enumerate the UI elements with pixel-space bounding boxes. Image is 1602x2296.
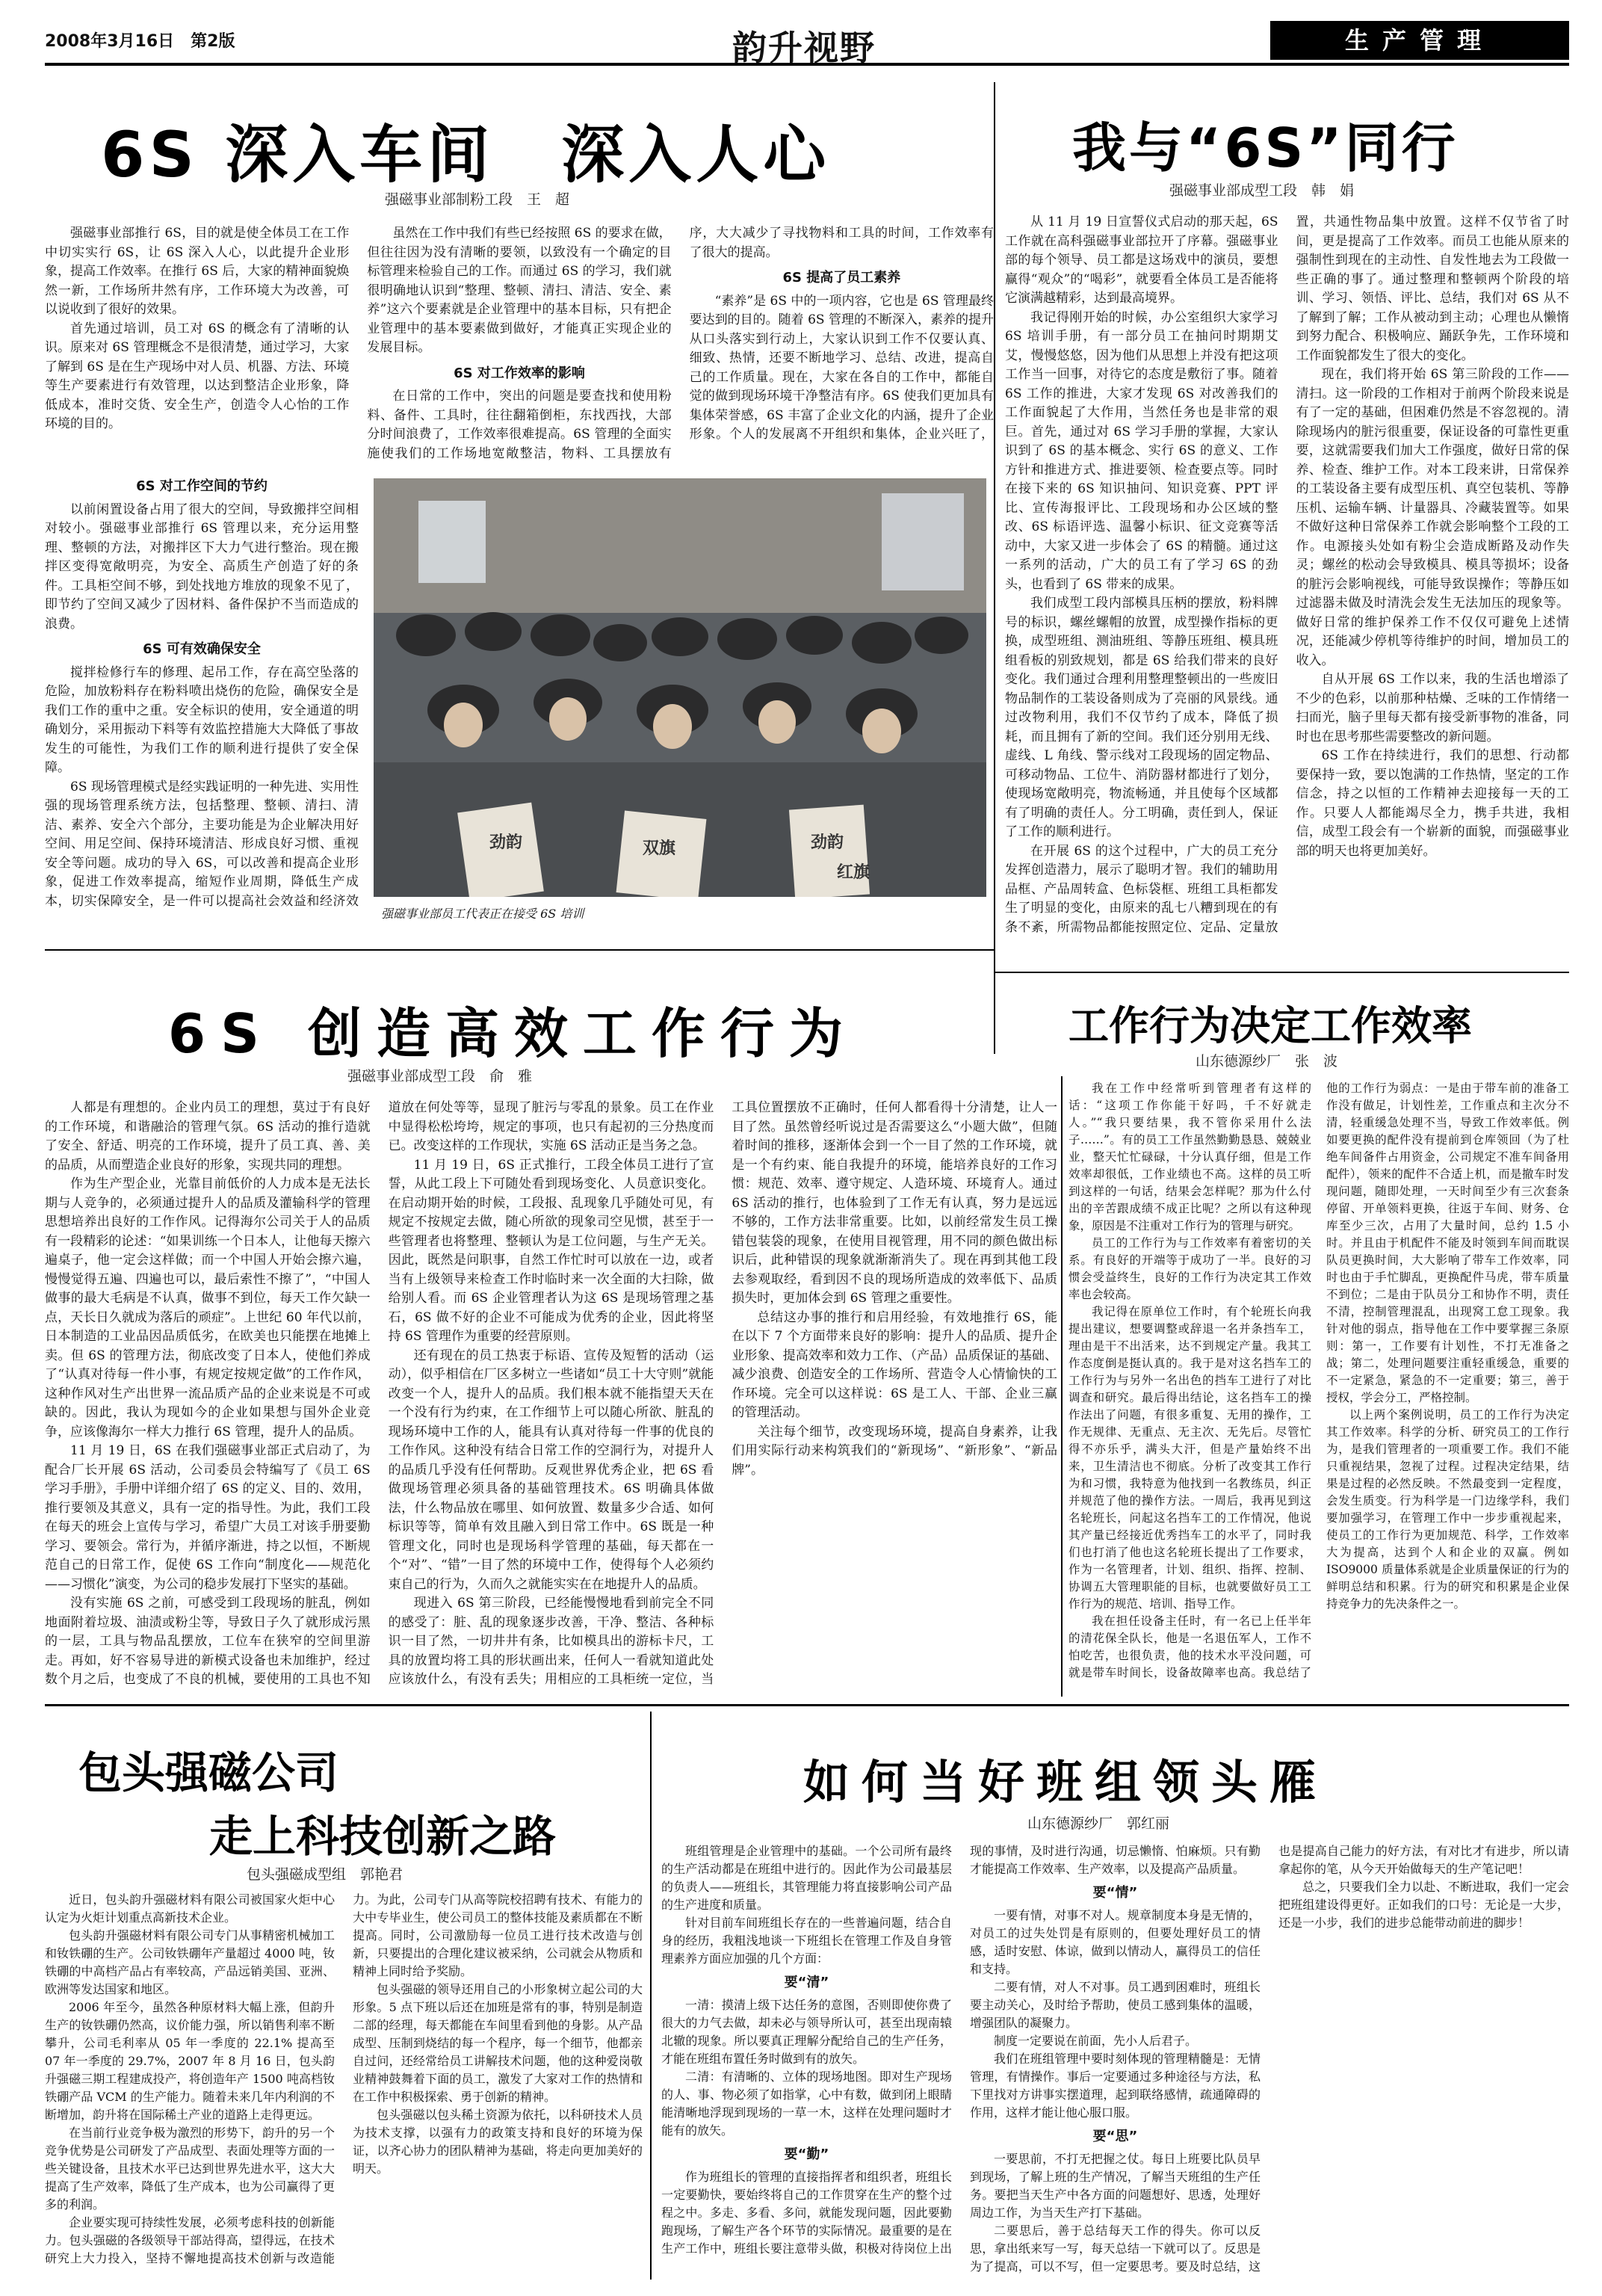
newspaper-title: 韵升视野	[732, 28, 876, 68]
subheading: 6S 对工作空间的节约	[136, 478, 267, 494]
photo-caption: 强磁事业部员工代表正在接受 6S 培训	[381, 907, 584, 921]
paragraph: 一清：摸清上级下达任务的意图，否则即使你费了很大的力气去做，却未必与领导所认可，甚至出现南辕北辙的现象。所以要真正理解分配给自己的生产任务，才能在班组布置任务时做到有的放矢。	[661, 1998, 952, 2066]
paragraph: 在开展 6S 的这个过程中，广大的员工充分发挥创造潜力，展示了聪明才智。我们的辅助用品框、产品周转盒、色标袋框、班组工具柜都发生了明显的变化，由原来的乱七八糟到现在的有条不紊，所需物品都能按照定位、定品、定量放置，共通性物品集中放置。这样不仅节省了时间，更是提高了工作效率。而员工也能从原来的强制性到现在的主动性、自发性地去为工段做一些正确的事了。通过整理和整顿两个阶段的培训、学习、领悟、评比、总结，我们对 6S 从不了解到了解；工作从被动到主动；心理也从懒惰到努力配合、积极响应、踊跃争先，工作环境和工作面貌都发生了很大的变化。	[1005, 215, 1569, 935]
paragraph: 总结这办事的推行和启用经验，有效地推行 6S，能在以下 7 个方面带来良好的影响：提升人的品质、提升企业形象、提高效率和效力工作、（产品）品质保证的基础、减少浪费、创造安全的工作场所、营造令人心情愉快的工作环境。完全可以这样说：6S 是工人、干部、企业三赢的管理活动。	[732, 1309, 1057, 1420]
paragraph: 人都是有理想的。企业内员工的理想，莫过于有良好的工作环境，和谐融洽的管理气氛。6S 活动的推行造就了安全、舒适、明亮的工作环境，提升了员工真、善、美的品质，从而塑造企业良好的形象，实现共同的理想。	[45, 1100, 371, 1173]
article-headline-line2: 走上科技创新之路	[209, 1811, 557, 1862]
article-byline: 强磁事业部制粉工段 王 超	[385, 191, 570, 208]
paragraph: 搅拌检修行车的修理、起吊工作，存在高空坠落的危险，加放粉料存在粉料喷出烧伤的危险，确保安全是我们工作的重中之重。安全标识的使用，安全通道的明确划分，采用振动下料等有效监控措施大大降低了事故发生的可能性，为我们工作的顺利进行提供了安全保障。	[45, 664, 359, 775]
paragraph: 包头强磁的领导还用自己的小形象树立起公司的大形象。5 点下班以后还在加班是常有的事，特别是制造二部的经理，每天都能在车间里看到他的身影。从产品成型、压制到烧结的每一个程序，每一个细节，他都亲自过问，还经常给员工讲解技术问题，他的这种爱岗敬业精神鼓舞着下面的员工，激发了大家对工作的热情和在工作中积极探索、勇于创新的精神。	[353, 1982, 643, 2104]
article-baotou-innovation	[45, 1715, 643, 2283]
paragraph: 作为生产型企业，光靠目前低价的人力成本是无法长期与人竞争的，必须通过提升人的品质及灌输科学的管理思想培养出良好的工作作风。记得海尔公司关于人的品质有一段精彩的论述：“如果训练一个日本人，让他每天擦六遍桌子，他一定会这样做；而一个中国人开始会擦六遍，慢慢觉得五遍、四遍也可以，最后索性不擦了”，“中国人做事的最大毛病是不认真，做事不到位，每天工作欠缺一点，天长日久就成为落后的顽症”。上世纪 60 年代以前，日本制造的工业品因品质低劣，在欧美也只能摆在地摊上卖。但 6S 的管理方法，彻底改变了日本人，使他们养成了“认真对待每一件小事，有规定按规定做”的工作作风，这种作风对生产出世界一流品质产品的企业来说是不可或缺的。因此，我认为现如今的企业如果想与国外企业竞争，应该像海尔一样大力推行 6S 管理，提升人的品质。	[45, 1176, 371, 1439]
subheading: 要“情”	[1092, 1885, 1138, 1901]
paragraph: 现进入 6S 第三阶段，已经能慢慢地看到前完全不同的感受了：脏、乱的现象逐步改善，干净、整洁、各种标识一目了然，一切井井有条，比如模具出的游标卡尺，工具的放置均将工具的形状画出来，任何人一看就知道此处应该放什么，有没有丢失；用相应的工具柜统一定位，当工具位置摆放不正确时，任何人都看得十分清楚，让人一目了然。虽然曾经听说过是否需要这么“小题大做”，但随着时间的推移，逐渐体会到一个一目了然的工作环境，就是一个有约束、能自我提升的环境，能培养良好的工作习惯：规范、效率、遵守规定、人造环境、环境育人。通过 6S 活动的推行，也体验到了工作无有认真，努力是远远不够的，工作方法非常重要。比如，以前经常发生员工操错包装袋的现象，在使用目视管理，用不同的颜色做出标识后，此种错误的现象就渐渐消失了。现在再到其他工段去参观取经，看到因不良的现场所造成的效率低下、品质损失时，更加体会到 6S 管理之重要性。	[388, 1100, 1057, 1687]
paragraph: 二要有情，对人不对事。员工遇到困难时，班组长要主动关心，及时给予帮助，使员工感到集体的温暖，增强团队的凝聚力。	[970, 1980, 1261, 2030]
vertical-divider-bottom	[650, 1712, 652, 2280]
article-body	[45, 1891, 643, 2280]
article-behavior-decides-efficiency	[1068, 979, 1569, 1700]
article-body	[45, 224, 994, 471]
article-headline: 如何当好班组领头雁	[803, 1755, 1329, 1809]
article-6s-efficient-behavior	[45, 960, 1057, 1700]
paragraph: 强磁事业部推行 6S，目的就是使全体员工在工作中切实实行 6S，让 6S 深入人心，以此提升企业形象，提高工作效率。在推行 6S 后，大家的精神面貌焕然一新，工作场所井然有序，工作环境大为改善，可以说收到了很好的效果。	[45, 226, 350, 317]
paragraph: 首先通过培训，员工对 6S 的概念有了清晰的认识。原来对 6S 管理概念不是很清楚，通过学习，大家了解到 6S 是在生产现场中对人员、机器、方法、环境等生产要素进行有效管理，以达到整洁企业形象，降低成本，准时交货、安全生产，创造令人心怡的工作环境的目的。	[45, 321, 350, 431]
paragraph: 以前闲置设备占用了很大的空间，导致搬拌空间相对较小。强磁事业部推行 6S 管理以来，充分运用整理、整顿的方法，对搬拌区下大力气进行整治。现在搬拌区变得宽敞明亮，为安全、高质生产创造了好的条件。工具柜空间不够，到处找地方堆放的现象不见了，即节约了空间又减少了因材料、备件保护不当而造成的浪费。	[45, 502, 359, 632]
article-6s-deep-workshop	[45, 82, 994, 949]
paragraph: “素养”是 6S 中的一项内容，它也是 6S 管理最终要达到的目的。随着 6S 管理的不断深入，素养的提升从口头落实到行动上，大家认识到工作不仅要认真、细致、热情，还要不断地学习、总结、改进，提高自己的工作质量。现在，大家在各自的工作中，都能自觉的做到现场环境干净整洁有序。6S 使我们更加具有集体荣誉感，6S 丰富了企业文化的内涵，提升了企业形象。个人的发展离不开组织和集体，企业兴旺了，	[689, 293, 994, 442]
article-body-continued	[45, 471, 359, 934]
horizontal-divider-1	[45, 949, 994, 951]
article-body	[1005, 213, 1569, 953]
masthead	[45, 21, 1569, 66]
paragraph: 我在担任设备主任时，有一名已上任半年的清花保全队长，他是一名退伍军人，工作不怕吃苦，也很负责，他的技术水平没问题，可就是带车时间长，设备故障率也高。我总结了他的工作行为弱点：一是由于带车前的准备工作没有做足，计划性差，工作重点和主次分不清，轻重缓急处理不当，导致工作效率低。例如要更换的配件没有提前到仓库领回（为了杜绝车间备件占用资金，公司规定不准车间备用配件），领来的配件不合适上机，而是撤车时发现问题，随即处理，一天时间至少有三次套条停留、开单领料更换，往返于车间、财务、仓库至少三次，占用了大量时间，总约 1.5 小时。并且由于机配件不能及时领到车间而耽误队员更换时间，大大影响了带车工作效率，同时也由于手忙脚乱，更换配件马虎，带车质量不到位；二是由于队员分工和协作不明，责任不清，控制管理混乱，出现窝工怠工现象。我针对他的弱点，指导他在工作中要掌握三条原则：第一，工作要有计划性，不打无准备之战；第二，处理问题要注重轻重缓急，重要的不一定紧急，紧急的不一定重要；第三，善于授权，学会分工，严格控制。	[1068, 1081, 1569, 1679]
paragraph: 在当前行业竞争极为激烈的形势下，韵升的另一个竞争优势是公司研发了产品成型、表面处理等方面的一些关键设备，且技术水平已达到世界先进水平，这大大提高了生产效率，降低了生产成本，也为公司赢得了更多的利润。	[45, 2126, 335, 2212]
paragraph: 我在工作中经常听到管理者有这样的话：“这项工作你能干好吗，千不好就走人。”“我只要结果，我不管你采用什么法子……”。有的员工工作虽然勤勤恳恳、兢兢业业，整天忙忙碌碌，十分认真仔细，但是工作效率却很低，工作业绩也不高。这样的员工听到这样的一句话，结果会怎样呢？那为什么付出的辛苦跟成绩不成正比呢？之所以有这种现象，原因是不注重对工作行为的管理与研究。	[1068, 1081, 1311, 1232]
article-team-leader	[661, 1715, 1569, 2283]
paragraph: 二清：有清晰的、立体的现场地图。即对生产现场的人、事、物必须了如指掌，心中有数，做到闭上眼睛能清晰地浮现到现场的一草一木，这样在处理问题时才能有的放矢。	[661, 2070, 952, 2138]
paragraph: 班组管理是企业管理中的基础。一个公司所有最终的生产活动都是在班组中进行的。因此作为公司最基层的负责人——班组长，其管理能力将直接影响公司产品的生产进度和质量。	[661, 1844, 952, 1912]
article-me-and-6s	[1005, 82, 1569, 964]
article-byline: 山东德源纱厂 张 波	[1196, 1053, 1338, 1070]
paragraph: 制度一定要说在前面，先小人后君子。	[994, 2034, 1198, 2048]
paragraph: 二要思后，善于总结每天工作的得失。你可以反思，拿出纸来写一写，每天总结一下就可以了。反思是为了提高，可以不写，但一定要思考。要及时总结，这也是提高自己能力的好方法，有对比才有进步，所以请拿起你的笔，从今天开始做每天的生产笔记吧！	[970, 1844, 1569, 2274]
article-body	[45, 1099, 1057, 1697]
paragraph: 虽然在工作中我们有些已经按照 6S 的要求在做，但往往因为没有清晰的要领，以致没有一个确定的目标管理来检验自己的工作。而通过 6S 的学习，我们就很明确地认识到“整理、整顿、清扫、清洁、安全、素养”这六个要素就是企业管理中的基本目标，只有把企业管理中的基本要素做到做好，才能真正实现企业的发展目标。	[367, 226, 672, 355]
paragraph: 11 月 19 日，6S 正式推行，工段全体员工进行了宣誓，从此工段上下可随处看到现场变化、人员意识变化。在启动期开始的时候，工段报、乱现象几乎随处可见，有规定不按规定去做，随心所欲的现象司空见惯，甚至于一些管理者也将整理、整顿认为是工位问题，与生产无关。因此，既然是问职事，自然工作忙时可以放在一边，或者当有上级领导来检查工作时临时来一次全面的大扫除，做给别人看。而 6S 企业管理者认为这 6S 是现场管理之基石，6S 做不好的企业不可能成为优秀的企业，因此将坚持 6S 管理作为重要的经营原则。	[388, 1157, 714, 1344]
paragraph: 针对目前车间班组长存在的一些普遍问题，结合自身的经历，我粗浅地谈一下班组长在管理工作及自身管理素养方面应加强的几个方面：	[661, 1916, 952, 1966]
vertical-divider-mid	[1061, 1076, 1063, 1697]
paragraph: 在日常的工作中，突出的问题是要查找和使用粉料、备件、工具时，往往翻箱倒柜，东找西找，大部分时间浪费了，工作效率很难提高。6S 管理的全面实施使我们的工作场地宽敞整洁，物料、工具摆放有序，大大减少了寻找物料和工具的时间，工作效率有了很大的提高。	[367, 226, 994, 461]
paragraph: 从 11 月 19 日宣誓仪式启动的那天起，6S 工作就在高科强磁事业部拉开了序幕。强磁事业部的每个领导、员工都是这场戏中的演员，要想赢得“观众”的“喝彩”，就要看全体员工是否能将它演满越精彩，达到最高境界。	[1005, 215, 1278, 306]
article-byline: 强磁事业部成型工段 韩 娟	[1169, 182, 1355, 199]
article-headline: 6S 深入车间 深入人心	[101, 118, 831, 191]
subheading: 要“勤”	[784, 2147, 829, 2162]
article-byline: 包头强磁成型组 郭艳君	[247, 1866, 403, 1883]
horizontal-divider-3	[45, 1704, 1569, 1706]
paragraph: 还有现在的员工热衷于标语、宣传及短暂的活动（运动），似乎相信在厂区多树立一些诸如“员工十大守则”就能改变一个人，提升人的品质。我们根本就不能指望天天在一个没有行为约束，在工作细节上可以随心所欲、脏乱的现场环境中工作的人，能具有认真对待每一件事的优良的工作作风。这种没有结合日常工作的空洞行为，对提升人的品质几乎没有任何帮助。反观世界优秀企业，把 6S 看做现场管理必须具备的基础管理技术。6S 明确具体做法，什么物品放在哪里、如何放置、数量多少合适、如何标识等等，简单有效且融入到日常工作中。6S 既是一种管理文化，同时也是现场科学管理的基础，每天都在一个“对”、“错”一目了然的环境中工作，使得每个人必须约束自己的行为，久而久之就能实实在在地提升人的品质。	[388, 1348, 714, 1592]
paragraph: 包头强磁以包头稀土资源为依托，以科研技术人员为技术支撑，以强有力的政策支持和良好的环境为保证，以齐心协力的团队精神为基础，将走向更加美好的明天。	[353, 2108, 643, 2176]
subheading: 6S 对工作效率的影响	[454, 365, 585, 381]
banner-text-2: 双旗	[643, 839, 676, 858]
article-headline: 我与“6S”同行	[1072, 117, 1459, 179]
subheading: 6S 提高了员工素养	[782, 270, 901, 286]
issue-date: 2008年3月16日 第2版	[45, 32, 235, 51]
subheading: 要“思”	[1092, 2129, 1138, 2144]
paragraph: 以上两个案例说明，员工的工作行为决定其工作效率。科学的分析、研究员工的工作行为，是我们管理者的一项重要工作。我们不能只重视结果，忽视了过程。过程决定结果，结果是过程的必然反映。不然最变到一定程度，会发生质变。行为科学是一门边缘学科，我们要加强学习，在管理工作中一步步重视起来，使员工的工作行为更加规范、科学，工作效率大为提高，达到个人和企业的双赢。例如 ISO9000 质量体系就是企业质量保证的行为的鲜明总结和积累。行为的研究和积累是企业保持竞争力的先决条件之一。	[1326, 1408, 1569, 1611]
paragraph: 我们成型工段内部模具压柄的摆放，粉料牌号的标识，螺丝螺帽的放置，成型操作指标的更换，成型班组、测油班组、等静压班组、模具班组看板的别致规划，都是 6S 给我们带来的良好变化。我们通过合理利用整理整顿出的一些废旧物品制作的工装设备则成为了亮丽的风景线。通过改物利用，我们不仅节约了成本，降低了损耗，而且拥有了新的空间。我们还分别用无线、虚线、L 角线、警示线对工段现场的固定物品、可移动物品、工位牛、消防器材都进行了划分，使现场宽敞明亮，物流畅通，并且使每个区域都有了明确的责任人。分工明确，责任到人，保证了工作的顺利进行。	[1005, 596, 1278, 839]
training-photo-image	[374, 478, 986, 897]
article-headline-line1: 包头强磁公司	[78, 1747, 339, 1798]
paragraph: 我们在班组管理中要时刻体现的管理精髓是：无情管理，有情操作。事后一定要通过多种途径与方法，私下里找对方讲事实摆道理，起到联络感情，疏通障碍的作用，这样才能让他心服口服。	[970, 2052, 1261, 2120]
paragraph: 我记得在原单位工作时，有个轮班长向我提出建议，想要调整或辞退一名并条挡车工，理由是干不出活来，达不到规定产量。我其工作态度倒是挺认真的。我于是对这名挡车工的工作行为与另外一名出色的挡车工进行了对比调查和研究。最后得出结论，这名挡车工的操作法出了问题，有很多重复、无用的操作，工作无规律、无重点、无主次、无先后。尽管忙得不亦乐乎，满头大汗，但是产量始终不出来，卫生清洁也不彻底。分析了改变其工作行为和习惯，我特意为他找到一名教练员，纠正并规范了他的操作方法。一周后，我再见到这名轮班长，问起这名挡车工的工作情况，他说其产量已经接近优秀挡车工的水平了，同时我们也打消了他也这名轮班长提出了工作要求，作为一名管理者，计划、组织、指挥、控制、协调五大管理职能的目标，也就要做好员工工作行为的规范、培训、指导工作。	[1068, 1305, 1311, 1611]
paragraph: 2006 年至今，虽然各种原材料大幅上涨，但韵升生产的钕铁硼仍然高，议价能力强，所以销售利率不断攀升，公司毛利率从 05 年一季度的 22.1% 提高至 07 年一季度的 29.7%，2007 年 8 月 16 日，包头韵升强磁三期工程建成投产，将创造年产 1500 吨高档钕铁硼产品 VCM 的生产能力。随着未来几年内利润的不断增加，韵升将在国际稀土产业的道路上走得更远。	[45, 2000, 335, 2122]
paragraph: 近日，包头韵升强磁材料有限公司被国家火炬中心认定为火炬计划重点高新技术企业。	[45, 1892, 335, 1925]
article-headline: 工作行为决定工作效率	[1068, 1002, 1472, 1049]
paragraph: 我记得刚开始的时候，办公室组织大家学习 6S 培训手册，有一部分员工在抽问时期期艾艾，慢慢悠悠，因为他们从思想上并没有把这项工作当一回事，对待它的态度是敷衍了事。随着 6S 工作的推进，大家才发现 6S 对改善我们的工作面貌起了大作用，当然任务也是非常的艰巨。首先，通过对 6S 学习手册的掌握，大家认识到了 6S 的基本概念、实行 6S 的意义、工作方针和推进方式、推进要领、检查要点等。同时在接下来的 6S 知识抽问、知识竞赛、PPT 评比、宣传海报评比、工段现场和办公区域的整改、6S 标语评选、温馨小标识、征文竞赛等活动中，大家又进一步体会了 6S 的精髓。通过这一系列的活动，广大的员工有了学习 6S 的劲头，也看到了 6S 带来的成果。	[1005, 309, 1278, 592]
paragraph: 一要思前，不打无把握之仗。每日上班要比队员早到现场，了解上班的生产情况，了解当天班组的生产任务。要把当天生产中各方面的问题想好、思透，处理好周边工作，为当天生产打下基础。	[970, 2152, 1261, 2220]
paragraph: 没有实施 6S 之前，可感受到工段现场的脏乱，例如地面附着垃圾、油渍或粉尘等，导致日子久了就形成污黑的一层，工具与物品乱摆放，工位车在狭窄的空间里游走。再如，好不容易导进的新模式设备也未加维护，经过数个月之后，也变成了不良的机械，要使用的工具也不知道放在何处等等，显现了脏污与零乱的景象。员工在作业中显得松松垮垮，规定的事项，也只有起初的三分热度而已。改变这样的工作现状，实施 6S 活动正是当务之急。	[45, 1100, 714, 1687]
article-body	[661, 1842, 1569, 2280]
subheading: 6S 可有效确保安全	[143, 641, 261, 657]
article-byline: 山东德源纱厂 郭红丽	[1027, 1815, 1170, 1832]
subheading: 要“清”	[784, 1975, 829, 1990]
article-byline: 强磁事业部成型工段 俞 雅	[347, 1068, 533, 1084]
banner-text-3: 劲韵	[811, 833, 844, 852]
paragraph: 6S 工作在持续进行，我们的思想、行动都要保持一致，要以饱满的工作热情，坚定的工作信念，持之以恒的工作精神去迎接每一天的工作。只要人人都能竭尽全力，携手共进，我相信，成型工段会有一个崭新的面貌，而强磁事业部的明天也将更加美好。	[1296, 748, 1569, 859]
banner-text-1: 劲韵	[489, 833, 523, 852]
vertical-divider-top	[994, 82, 995, 1054]
paragraph: 企业要实现可持续性发展，必须考虑科技的创新能力。包头强磁的各级领导干部站得高，望得远，在技术研究上大力投入，坚持不懈地提高技术创新与改造能力。为此，公司专门从高等院校招聘有技术、有能力的大中专毕业生，使公司员工的整体技能及素质都在不断提高。同时，公司激励每一位员工进行技术改造与创新，只要提出的合理化建议被采纳，公司就会从物质和精神上同时给予奖励。	[45, 1892, 643, 2265]
banner-text-4: 红旗	[837, 862, 870, 882]
paragraph: 员工的工作行为与工作效率有着密切的关系。有良好的开端等于成功了一半。良好的习惯会受益终生，良好的工作行为决定其工作效率也会较高。	[1068, 1236, 1311, 1301]
paragraph: 自从开展 6S 工作以来，我的生活也增添了不少的色彩，以前那种枯燥、乏味的工作情绪一扫而光，脑子里每天都有接受新事物的准备，同时也在思考那些需要整改的新问题。	[1296, 672, 1569, 744]
paragraph: 作为班组长的管理的直接指挥者和组织者，班组长一定要勤快，要始终将自己的工作贯穿在生产的整个过程之中。多走、多看、多问，就能发现问题，因此要勤跑现场，了解生产各个环节的实际情况。最重要的是在生产工作中，班组长要注意带头做，积极对待岗位上出现的事情，及时进行沟通，切忌懒惰、怕麻烦。只有勤才能提高工作效率、生产效率，以及提高产品质量。	[661, 1844, 1261, 2256]
paragraph: 一要有情，对事不对人。规章制度本身是无情的，对员工的过失处罚是有原则的，但要处理好员工的情感，适时安慰、体谅，做到以情动人，赢得员工的信任和支持。	[970, 1908, 1261, 1976]
paragraph: 总之，只要我们全力以赴、不断进取，我们一定会把班组建设得更好。正如我们的口号：无论是一大步，还是一小步，我们的进步总能带动前进的脚步！	[1278, 1880, 1569, 1930]
paragraph: 关注每个细节，改变现场环境，提高自身素养，让我们用实际行动来构筑我们的“新现场”、“新形象”、“新品牌”。	[732, 1424, 1057, 1478]
article-headline: 6S 创造高效工作行为	[168, 1002, 859, 1065]
paragraph: 包头韵升强磁材料有限公司专门从事精密机械加工和钕铁硼的生产。公司钕铁硼年产量超过 4000 吨，钕铁硼的中高档产品占有率较高，产品远销美国、亚洲、欧洲等发达国家和地区。	[45, 1928, 335, 1996]
paragraph: 6S 现场管理模式是经实践证明的一种先进、实用性强的现场管理系统方法，包括整理、整顿、清扫、清洁、素养、安全六个部分，主要功能是为企业解决用好空间、用足空间、保持环境清洁、形成良好习惯、重视安全等问题。成功的导入 6S，可以改善和提高企业形象，促进工作效率提高，缩短作业周期，降低生产成本，切实保障安全，是一件可以提高社会效益和经济效	[45, 779, 359, 909]
paragraph: 11 月 19 日，6S 在我们强磁事业部正式启动了，为配合厂长开展 6S 活动，公司委员会特编写了《员工 6S 学习手册》，手册中详细介绍了 6S 的定义、目的、效用，推行要领及其意义，具有一定的指导性。为此，我们工段在每天的班会上宣传与学习，希望广大员工对该手册要勤学习、要领会。常行为，并循序渐进，持之以恒，不断规范自己的日常工作，促使 6S 工作向“制度化——规范化——习惯化”演变，为公司的稳步发展打下坚实的基础。	[45, 1443, 371, 1592]
paragraph: 现在，我们将开始 6S 第三阶段的工作——清扫。这一阶段的工作相对于前两个阶段来说是有了一定的基础，但困难仍然是不容忽视的。清除现场内的脏污很重要，保证设备的可靠性更重要，这就需要我们加大工作强度，做好日常的保养、检查、维护工作。对本工段来讲，日常保养的工装设备主要有成型压机、真空包装机、等静压机、运输车辆、计量器具、冷藏装置等。如果不做好这种日常保养工作就会影响整个工段的工作。电源接头处如有粉尘会造成断路及动作失灵；螺丝的松动会导致模具、模具等损坏；设备的脏污会影响视线，可能导致误操作；等静压如过滤器未做及时清洗会发生无法加压的现象等。做好日常的维护保养工作不仅仅可避免上述情况，还能减少停机等待维护的时间，增加员工的收入。	[1296, 367, 1569, 668]
section-label: 生产管理	[1270, 21, 1569, 60]
article-body	[1068, 1080, 1569, 1697]
training-photo	[374, 478, 986, 897]
horizontal-divider-2	[995, 972, 1569, 973]
